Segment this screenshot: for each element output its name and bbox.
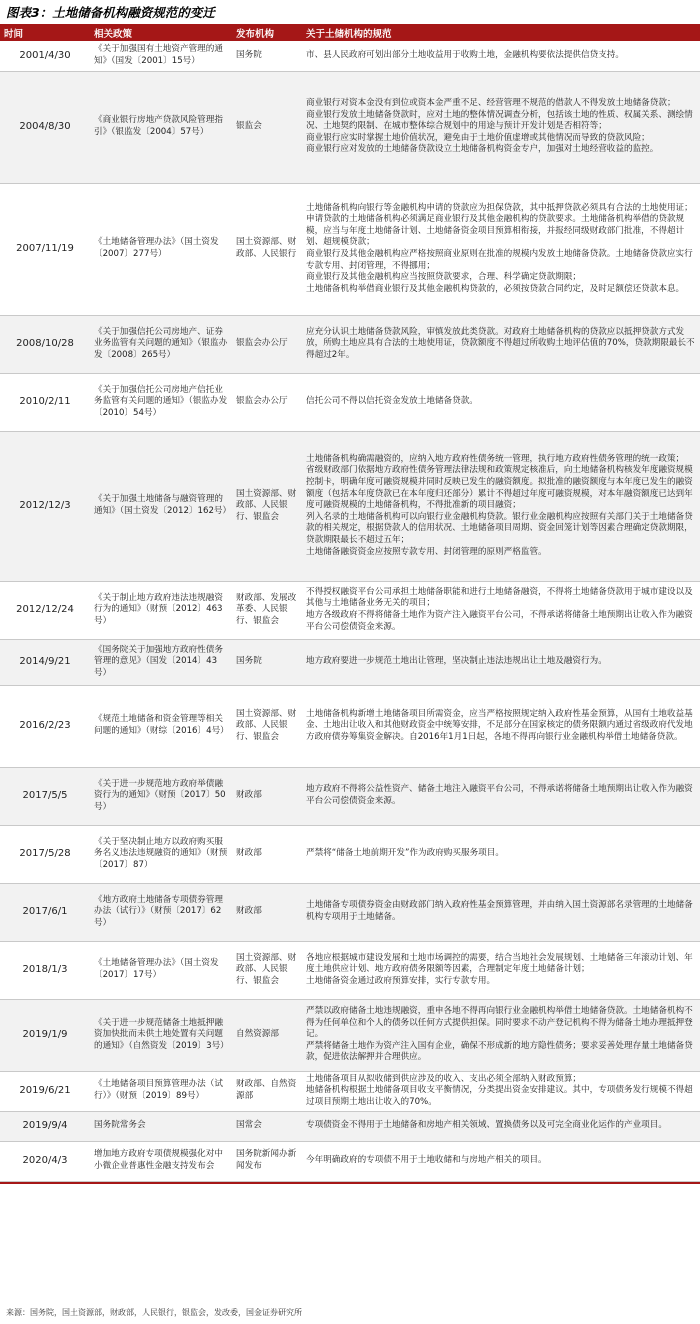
row-rule	[302, 941, 700, 999]
row-rule	[302, 1141, 700, 1181]
rule-item: 省级财政部门依据地方政府性债务管理法律法规和政策规定核准后，向土地储备机构核发年度融资规模控制卡，明确年度可融资规模并同时反映已发生的融资额度。拟批准的融资额度与本年度已发生的融资额度（包括本年度贷款已在本年度归还部分）累计不得超过年度可融资规模，对本年融资额度已达到年度可融资规模的土地储备机构，不得批准新的项目融资；	[306, 465, 693, 511]
row-org: 国务院	[232, 639, 302, 685]
row-date: 2017/5/5	[0, 767, 90, 825]
row-rule	[302, 825, 700, 883]
rule-item: 地方政府不得将公益性资产、储备土地注入融资平台公司，不得承诺将储备土地预期出让收入作为融资平台公司偿债资金来源。	[306, 784, 693, 806]
row-policy: 《关于进一步规范地方政府举债融资行为的通知》（财预〔2017〕50号）	[90, 767, 232, 825]
row-org: 国土资源部、财政部、人民银行、银监会	[232, 941, 302, 999]
rule-item: 今年明确政府的专项债不用于土地收储和与房地产相关的项目。	[306, 1155, 547, 1166]
policy-table	[0, 24, 700, 1182]
table-row	[0, 941, 700, 999]
row-policy: 《国务院关于加强地方政府性债务管理的意见》（国发〔2014〕43号）	[90, 639, 232, 685]
table-row	[0, 825, 700, 883]
row-org: 银监会办公厅	[232, 315, 302, 373]
rule-item: 商业银行发放土地储备贷款时，应对土地的整体情况调查分析，包括该土地的性质、权属关系、测绘情况、土地契约限制、在城市整体综合规划中的用途与预计开发计划是否相符等；	[306, 109, 693, 132]
row-date: 2010/2/11	[0, 373, 90, 431]
row-policy: 《关于制止地方政府违法违规融资行为的通知》（财预〔2012〕463号）	[90, 581, 232, 639]
row-date: 2017/6/1	[0, 883, 90, 941]
row-date: 2018/1/3	[0, 941, 90, 999]
table-row	[0, 1111, 700, 1141]
row-org: 财政部	[232, 883, 302, 941]
row-org: 国土资源部、财政部、人民银行	[232, 183, 302, 315]
table-row	[0, 581, 700, 639]
row-policy: 《关于坚决制止地方以政府购买服务名义违法违规融资的通知》（财预〔2017〕87）	[90, 825, 232, 883]
row-date: 2004/8/30	[0, 71, 90, 183]
row-rule	[302, 883, 700, 941]
rule-item: 地方政府要进一步规范土地出让管理，坚决制止违法违规出让土地及融资行为。	[306, 656, 607, 667]
row-org: 自然资源部	[232, 999, 302, 1071]
table-row	[0, 1071, 700, 1111]
rule-item: 地储备机构根据土地储备项目收支平衡情况，分类提出资金安排建议。其中，专项债务发行规模不得超过项目预期土地出让收入的70%。	[306, 1085, 693, 1107]
table-row	[0, 883, 700, 941]
figure-title: 图表3：土地储备机构融资规范的变迁	[6, 5, 215, 20]
row-rule	[302, 767, 700, 825]
column-header-org: 发布机构	[236, 28, 275, 40]
row-org: 国土资源部、财政部、人民银行、银监会	[232, 685, 302, 767]
row-date: 2001/4/30	[0, 41, 90, 71]
row-date: 2017/5/28	[0, 825, 90, 883]
row-policy: 《地方政府土地储备专项债券管理办法（试行）》（财预〔2017〕62号）	[90, 883, 232, 941]
row-org: 财政部、发展改革委、人民银行、银监会	[232, 581, 302, 639]
rule-item: 不得授权融资平台公司承担土地储备职能和进行土地储备融资，不得将土地储备贷款用于城市建设以及其他与土地储备业务无关的项目；	[306, 586, 693, 609]
rule-item: 商业银行应对发放的土地储备贷款设立土地储备机构资金专户，加强对土地经营收益的监控。	[306, 144, 659, 155]
table-body	[0, 41, 700, 1181]
rule-item: 地方各级政府不得将储备土地作为资产注入融资平台公司，不得承诺将储备土地预期出让收入作为融资平台公司偿债资金来源。	[306, 610, 693, 632]
row-rule	[302, 71, 700, 183]
table-row	[0, 1141, 700, 1181]
row-policy: 《土地储备项目预算管理办法（试行）》（财预〔2019〕89号）	[90, 1071, 232, 1111]
table-row	[0, 639, 700, 685]
rule-item: 专项债资金不得用于土地储备和房地产相关领域、置换债务以及可完全商业化运作的产业项目。	[306, 1120, 667, 1131]
row-policy: 《关于加强信托公司房地产、证券业务监管有关问题的通知》（银监办发〔2008〕265号）	[90, 315, 232, 373]
rule-item: 土地储备机构向银行等金融机构申请的贷款应为担保贷款，其中抵押贷款必须具有合法的土地使用证；申请贷款的土地储备机构必须满足商业银行及其他金融机构的贷款要求。土地储备机构举借的贷款规模，应当与年度土地储备计划、土地储备资金项目预算相衔接，并报经同级财政部门批准，不得超计划、超规模贷款；	[306, 202, 693, 248]
rule-item: 商业银行对资本金没有到位或资本金严重不足、经营管理不规范的借款人不得发放土地储备贷款；	[306, 98, 676, 109]
column-header-rule: 关于土储机构的规范	[306, 28, 392, 40]
row-date: 2019/9/4	[0, 1111, 90, 1141]
row-date: 2014/9/21	[0, 639, 90, 685]
column-header-date: 时间	[4, 28, 24, 40]
table-row	[0, 767, 700, 825]
table-row	[0, 71, 700, 183]
row-rule	[302, 581, 700, 639]
table-row	[0, 685, 700, 767]
rule-item: 严禁将储备土地作为资产注入国有企业，确保不形成新的地方隐性债务；要求妥善处理存量土地储备贷款，促进依法解押并合理供应。	[306, 1040, 693, 1063]
table-row	[0, 999, 700, 1071]
rule-item: 商业银行应实时掌握土地价值状况，避免由于土地价值虚增或其他情况而导致的贷款风险；	[306, 132, 650, 143]
table-row	[0, 41, 700, 71]
table-bottom-rule	[0, 1182, 700, 1184]
row-rule	[302, 41, 700, 71]
column-header-policy: 相关政策	[94, 28, 133, 40]
row-org: 财政部、自然资源部	[232, 1071, 302, 1111]
row-rule	[302, 315, 700, 373]
row-rule	[302, 685, 700, 767]
rule-item: 土地储备融资资金应按照专款专用、封闭管理的原则严格监管。	[306, 546, 547, 557]
row-rule	[302, 373, 700, 431]
row-policy: 《关于加强国有土地资产管理的通知》（国发〔2001〕15号）	[90, 41, 232, 71]
row-policy: 《土地储备管理办法》（国土资发〔2017〕17号）	[90, 941, 232, 999]
rule-item: 土地储备机构举借商业银行及其他金融机构贷款的，必须按贷款合同约定，及时足额偿还贷款本息。	[306, 283, 685, 294]
row-date: 2007/11/19	[0, 183, 90, 315]
row-date: 2020/4/3	[0, 1141, 90, 1181]
rule-item: 列入名录的土地储备机构可以向银行业金融机构贷款。银行业金融机构应按照有关部门关于土地储备贷款的相关规定，根据贷款人的信用状况、土地储备项目周期、资金回笼计划等因素合理确定贷款期限，贷款期限最长不超过五年；	[306, 511, 693, 545]
row-rule	[302, 639, 700, 685]
row-org: 银监会办公厅	[232, 373, 302, 431]
row-date: 2016/2/23	[0, 685, 90, 767]
row-rule	[302, 1071, 700, 1111]
row-org: 国务院	[232, 41, 302, 71]
table-row	[0, 183, 700, 315]
row-rule	[302, 183, 700, 315]
row-date: 2012/12/24	[0, 581, 90, 639]
row-date: 2019/1/9	[0, 999, 90, 1071]
row-date: 2008/10/28	[0, 315, 90, 373]
row-policy: 《关于加强土地储备与融资管理的通知》（国土资发〔2012〕162号）	[90, 431, 232, 581]
row-policy: 《土地储备管理办法》（国土资发〔2007〕277号）	[90, 183, 232, 315]
row-policy: 《商业银行房地产贷款风险管理指引》（银监发〔2004〕57号）	[90, 71, 232, 183]
row-policy: 国务院常务会	[90, 1111, 232, 1141]
row-policy: 《关于进一步规范储备土地抵押融资加快批而未供土地处置有关问题的通知》（自然资发〔2019〕3号）	[90, 999, 232, 1071]
rule-item: 信托公司不得以信托资金发放土地储备贷款。	[306, 396, 478, 407]
rule-item: 土地储备专项债券资金由财政部门纳入政府性基金预算管理，并由纳入国土资源部名录管理的土地储备机构专项用于土地储备。	[306, 900, 693, 922]
table-row	[0, 431, 700, 581]
row-policy: 增加地方政府专项债规模强化对中小微企业普惠性金融支持发布会	[90, 1141, 232, 1181]
rule-item: 市、县人民政府可划出部分土地收益用于收购土地，金融机构要依法提供信贷支持。	[306, 49, 624, 60]
row-date: 2012/12/3	[0, 431, 90, 581]
rule-item: 土地储备机构新增土地储备项目所需资金，应当严格按照规定纳入政府性基金预算，从国有土地收益基金、土地出让收入和其他财政资金中统筹安排，不足部分在国家核定的债务限额内通过省级政府代发地方政府债券筹集资金解决。自2016年1月1日起，各地不得再向银行业金融机构举借土地储备贷款。	[306, 708, 693, 742]
row-org: 财政部	[232, 825, 302, 883]
rule-item: 土地储备资金通过政府预算安排，实行专款专用。	[306, 975, 496, 986]
row-policy: 《关于加强信托公司房地产信托业务监管有关问题的通知》（银监办发〔2010〕54号）	[90, 373, 232, 431]
row-policy: 《规范土地储备和资金管理等相关问题的通知》（财综〔2016〕4号）	[90, 685, 232, 767]
header-top-rule	[0, 24, 700, 26]
row-org: 银监会	[232, 71, 302, 183]
rule-item: 土地储备项目从拟收储到供应涉及的收入、支出必须全部纳入财政预算；	[306, 1073, 582, 1084]
row-org: 财政部	[232, 767, 302, 825]
rule-item: 商业银行及其他金融机构应当按照贷款要求，合理、科学确定贷款期限；	[306, 272, 582, 283]
row-org: 国土资源部、财政部、人民银行、银监会	[232, 431, 302, 581]
row-rule	[302, 1111, 700, 1141]
row-date: 2019/6/21	[0, 1071, 90, 1111]
rule-item: 各地应根据城市建设发展和土地市场调控的需要，结合当地社会发展规划、土地储备三年滚动计划、年度土地供应计划、地方政府债务限额等因素，合理制定年度土地储备计划；	[306, 952, 693, 975]
rule-item: 应充分认识土地储备贷款风险，审慎发放此类贷款。对政府土地储备机构的贷款应以抵押贷款方式发放，所购土地应具有合法的土地使用证，贷款额度不得超过所收购土地评估值的70%，贷款期限最长不得超过2年。	[306, 326, 695, 360]
row-rule	[302, 999, 700, 1071]
source-note: 来源：国务院，国土资源部，财政部，人民银行，银监会，发改委，国金证券研究所	[6, 1308, 302, 1317]
rule-item: 严禁将“储备土地前期开发”作为政府购买服务项目。	[306, 848, 504, 859]
table-header-row	[0, 24, 700, 41]
row-rule	[302, 431, 700, 581]
rule-item: 严禁以政府储备土地违规融资，重申各地不得再向银行业金融机构举借土地储备贷款。土地储备机构不得为任何单位和个人的债务以任何方式提供担保。同时要求不动产登记机构不得为储备土地办理抵押登记。	[306, 1006, 693, 1040]
rule-item: 商业银行及其他金融机构应严格按照商业原则在批准的规模内发放土地储备贷款。土地储备贷款应实行专款专用、封闭管理，不得挪用；	[306, 249, 693, 271]
row-org: 国常会	[232, 1111, 302, 1141]
row-org: 国务院新闻办新闻发布	[232, 1141, 302, 1181]
table-row	[0, 315, 700, 373]
rule-item: 土地储备机构确需融资的，应纳入地方政府性债务统一管理，执行地方政府性债务管理的统一政策；	[306, 453, 685, 464]
table-row	[0, 373, 700, 431]
